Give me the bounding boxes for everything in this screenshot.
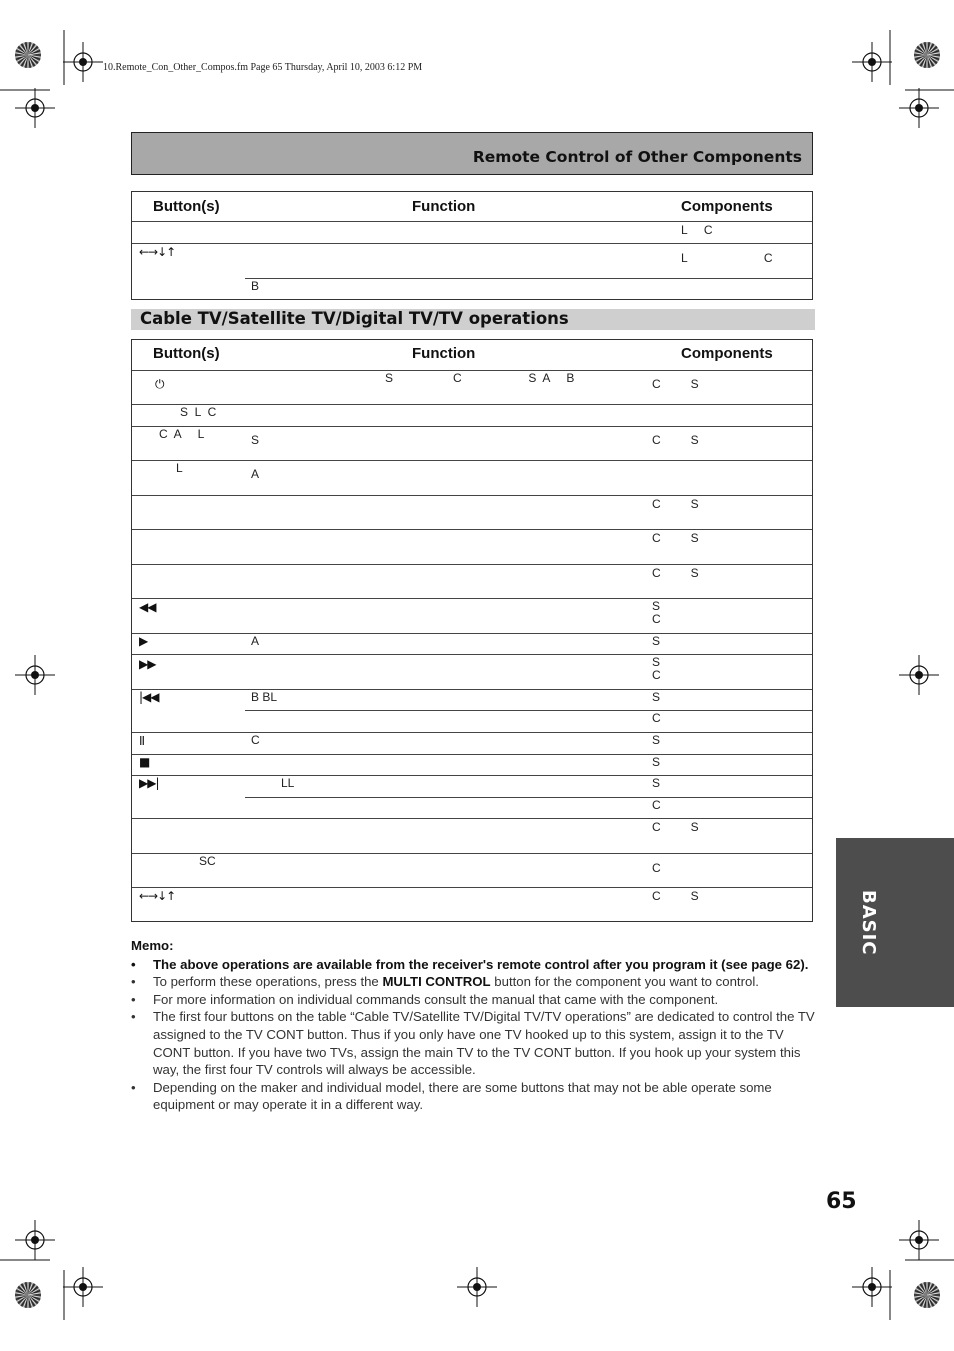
- button-label: C A L: [159, 427, 205, 441]
- button-label: L: [176, 461, 183, 475]
- function-text: C: [251, 733, 260, 747]
- button-glyph-icon: ⏻: [155, 377, 164, 391]
- header-bar: [131, 132, 813, 175]
- components-text: C S: [652, 820, 699, 834]
- memo-item: • For more information on individual commands consult the manual that came with the component.: [131, 991, 719, 1007]
- button-label: SC: [199, 854, 216, 868]
- function-text: S: [251, 433, 260, 447]
- function-text: B BL: [251, 690, 278, 704]
- components-text: S C: [652, 655, 661, 682]
- page-number: 65: [826, 1189, 857, 1214]
- function-text: S C S A B: [385, 371, 575, 385]
- star-target-icon: [914, 42, 940, 68]
- star-target-icon: [914, 1282, 940, 1308]
- memo-item: • To perform these operations, press the MULTI CONTROL button for the component you want to control.: [131, 974, 759, 990]
- components-text: S: [652, 755, 661, 769]
- button-glyph-icon: II: [139, 734, 145, 748]
- memo: [131, 937, 821, 1114]
- button-glyph-icon: ◀◀: [139, 600, 156, 614]
- file-info: 10.Remote_Con_Other_Compos.fm Page 65 Thursday, April 10, 2003 6:12 PM: [103, 62, 423, 73]
- function-text: LL: [281, 776, 295, 790]
- star-target-icon: [15, 42, 41, 68]
- components-text: C S: [652, 497, 699, 511]
- buttons-table-1: [131, 191, 813, 300]
- section-bar: [131, 309, 815, 330]
- button-glyph-icon: ▶▶|: [139, 776, 159, 790]
- buttons-table-2: [131, 339, 813, 922]
- memo-item: • The first four buttons on the table “Cable TV/Satellite TV/Digital TV/TV operations” are dedicated to control the TV assigned to the TV CONT button. Thus if you only have one TV hooked up to this system, assign it to the TV CONT button. If you have two TVs, assign the main TV to the TV CONT button. If you hook up your system this way, the first four TV controls will always be accessible.: [131, 1009, 815, 1078]
- col-header-components: Components: [681, 198, 773, 215]
- button-glyph-icon: ▶▶: [139, 657, 156, 671]
- col-header-buttons: Button(s): [153, 198, 220, 215]
- arrow-keys-icon: ←→↓↑: [139, 245, 176, 259]
- components-text: C S: [652, 433, 699, 447]
- components-text: S: [652, 634, 661, 648]
- col-header-buttons: Button(s): [153, 345, 220, 362]
- header-title: Remote Control of Other Components: [472, 148, 802, 166]
- button-glyph-icon: ■: [139, 755, 150, 769]
- components-text: C: [652, 711, 661, 725]
- function-text: A: [251, 634, 260, 648]
- section-title: Cable TV/Satellite TV/Digital TV/TV operations: [140, 309, 569, 328]
- basic-side-tab: [836, 838, 954, 1007]
- components-text: S: [652, 690, 661, 704]
- function-text: A: [251, 467, 260, 481]
- memo-title: Memo:: [131, 938, 174, 953]
- star-target-icon: [15, 1282, 41, 1308]
- components-text: C: [652, 798, 661, 812]
- col-header-function: Function: [412, 345, 476, 362]
- components-text: C S: [652, 531, 699, 545]
- components-text: C S: [652, 889, 699, 903]
- button-glyph-icon: |◀◀: [139, 690, 159, 704]
- components-text: C S: [652, 566, 699, 580]
- memo-item: • The above operations are available from the receiver's remote control after you program it (see page 62).: [131, 956, 809, 972]
- button-glyph-icon: ▶: [139, 634, 148, 648]
- memo-item: • Depending on the maker and individual model, there are some buttons that may not be able operate some equipment or may operate it in a different way.: [131, 1079, 772, 1113]
- components-text: S: [652, 733, 661, 747]
- components-text: C: [652, 861, 661, 875]
- components-text: S: [652, 776, 661, 790]
- side-tab-label: BASIC: [858, 890, 879, 956]
- table-row: B: [251, 279, 260, 293]
- components-text: C S: [652, 377, 699, 391]
- button-label: S L C: [180, 405, 217, 419]
- components-text: S C: [652, 599, 661, 626]
- col-header-components: Components: [681, 345, 773, 362]
- button-glyph-icon: ←→↓↑: [139, 889, 176, 903]
- table-row: L C: [681, 223, 713, 237]
- col-header-function: Function: [412, 198, 476, 215]
- table-row: L C: [681, 251, 773, 265]
